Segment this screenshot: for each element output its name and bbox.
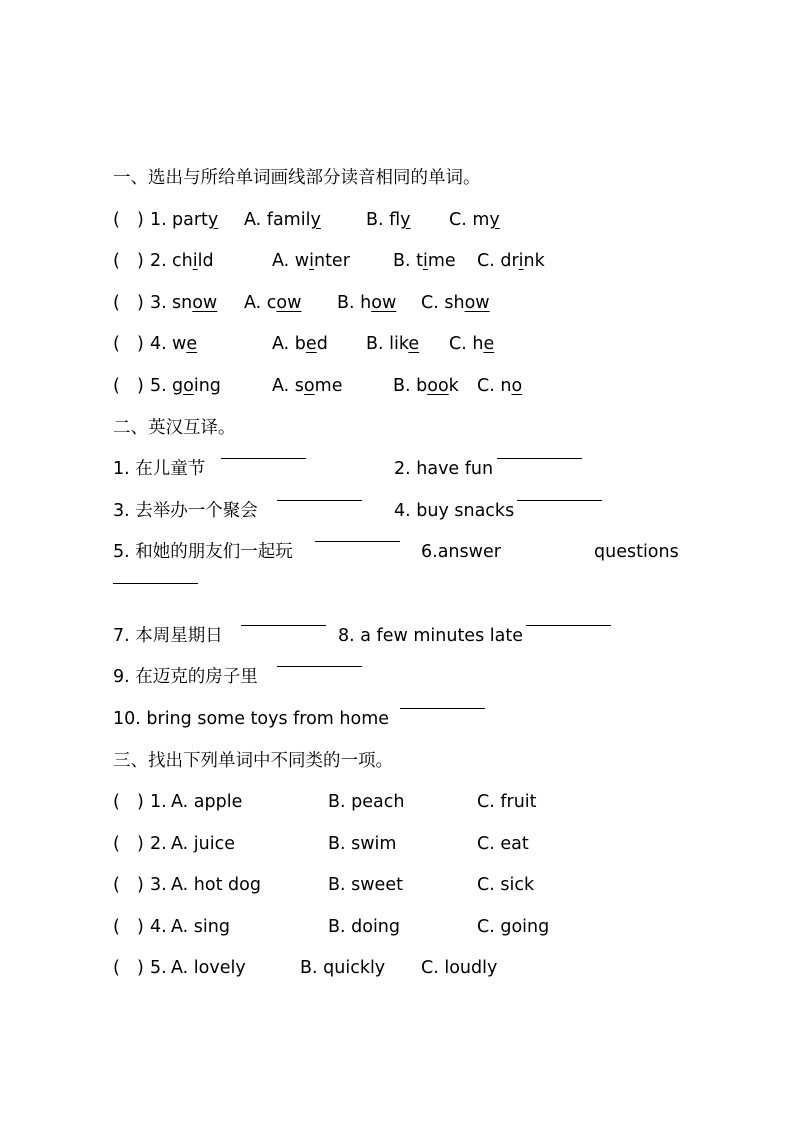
question-7: 7. 本周星期日 — [113, 626, 223, 646]
option-a: A. sing — [171, 917, 230, 937]
item-number: 5. — [150, 376, 167, 396]
option-b: B. time — [393, 251, 456, 271]
option-a: A. hot dog — [171, 875, 261, 895]
question-6-cont: questions — [594, 542, 679, 562]
option-b: B. book — [393, 376, 459, 396]
answer-blank[interactable] — [277, 666, 362, 667]
given-word: snow — [172, 293, 218, 313]
option-a: A. winter — [272, 251, 350, 271]
option-c: C. fruit — [477, 792, 537, 812]
paren-open: ( — [113, 334, 120, 354]
item-number: 2. — [150, 834, 167, 854]
answer-blank[interactable] — [526, 625, 611, 626]
option-c: C. loudly — [421, 958, 498, 978]
paren-close: ) — [137, 334, 144, 354]
paren-close: ) — [137, 293, 144, 313]
item-number: 4. — [150, 917, 167, 937]
question-5: 5. 和她的朋友们一起玩 — [113, 542, 293, 562]
paren-open: ( — [113, 792, 120, 812]
section2-title: 二、英汉互译。 — [113, 418, 236, 438]
answer-blank[interactable] — [113, 583, 198, 584]
section3-title: 三、找出下列单词中不同类的一项。 — [113, 751, 393, 771]
section1-title: 一、选出与所给单词画线部分读音相同的单词。 — [113, 168, 481, 188]
question-1: 1. 在儿童节 — [113, 459, 206, 479]
option-c: C. drink — [477, 251, 545, 271]
paren-open: ( — [113, 834, 120, 854]
item-number: 1. — [150, 210, 167, 230]
option-a: A. family — [244, 210, 321, 230]
option-c: C. show — [421, 293, 490, 313]
option-b: B. quickly — [300, 958, 386, 978]
question-4: 4. buy snacks — [394, 501, 515, 521]
paren-open: ( — [113, 210, 120, 230]
option-c: C. eat — [477, 834, 529, 854]
answer-blank[interactable] — [517, 500, 602, 501]
option-a: A. lovely — [171, 958, 246, 978]
paren-close: ) — [137, 376, 144, 396]
paren-open: ( — [113, 875, 120, 895]
option-b: B. swim — [328, 834, 397, 854]
paren-close: ) — [137, 210, 144, 230]
item-number: 3. — [150, 875, 167, 895]
option-a: A. bed — [272, 334, 328, 354]
paren-close: ) — [137, 251, 144, 271]
paren-open: ( — [113, 917, 120, 937]
answer-blank[interactable] — [497, 458, 582, 459]
question-6: 6.answer — [421, 542, 501, 562]
option-c: C. no — [477, 376, 523, 396]
option-b: B. doing — [328, 917, 401, 937]
option-b: B. like — [366, 334, 420, 354]
answer-blank[interactable] — [315, 541, 400, 542]
item-number: 3. — [150, 293, 167, 313]
given-word: we — [172, 334, 198, 354]
option-b: B. how — [337, 293, 397, 313]
given-word: going — [172, 376, 221, 396]
answer-blank[interactable] — [221, 458, 306, 459]
option-a: A. juice — [171, 834, 235, 854]
option-b: B. sweet — [328, 875, 403, 895]
given-word: party — [172, 210, 219, 230]
paren-close: ) — [137, 917, 144, 937]
item-number: 1. — [150, 792, 167, 812]
paren-open: ( — [113, 376, 120, 396]
option-c: C. going — [477, 917, 550, 937]
item-number: 4. — [150, 334, 167, 354]
item-number: 2. — [150, 251, 167, 271]
question-9: 9. 在迈克的房子里 — [113, 667, 258, 687]
paren-open: ( — [113, 958, 120, 978]
option-b: B. peach — [328, 792, 405, 812]
answer-blank[interactable] — [277, 500, 362, 501]
paren-close: ) — [137, 958, 144, 978]
paren-close: ) — [137, 834, 144, 854]
option-c: C. he — [449, 334, 495, 354]
question-8: 8. a few minutes late — [338, 626, 523, 646]
question-3: 3. 去举办一个聚会 — [113, 501, 258, 521]
option-b: B. fly — [366, 210, 411, 230]
option-c: C. my — [449, 210, 500, 230]
option-a: A. apple — [171, 792, 243, 812]
question-2: 2. have fun — [394, 459, 494, 479]
item-number: 5. — [150, 958, 167, 978]
option-a: A. some — [272, 376, 343, 396]
question-10: 10. bring some toys from home — [113, 709, 390, 729]
option-c: C. sick — [477, 875, 535, 895]
answer-blank[interactable] — [241, 625, 326, 626]
paren-close: ) — [137, 792, 144, 812]
paren-open: ( — [113, 251, 120, 271]
answer-blank[interactable] — [400, 708, 485, 709]
option-a: A. cow — [244, 293, 302, 313]
paren-close: ) — [137, 875, 144, 895]
given-word: child — [172, 251, 214, 271]
paren-open: ( — [113, 293, 120, 313]
